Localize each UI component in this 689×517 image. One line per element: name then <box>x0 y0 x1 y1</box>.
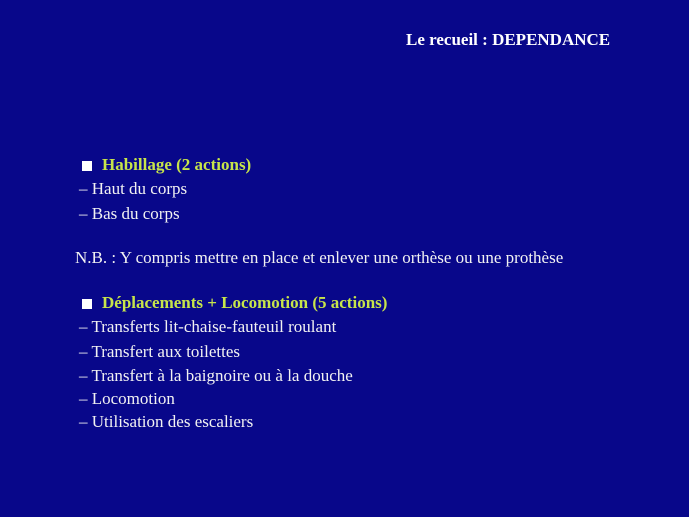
section-heading-label: Habillage (2 actions) <box>102 155 252 174</box>
list-item-locomotion: – Locomotion <box>79 389 175 408</box>
list-item-toilettes: – Transfert aux toilettes <box>79 342 241 361</box>
square-bullet-icon <box>82 161 92 171</box>
list-item-escaliers: – Utilisation des escaliers <box>79 412 254 431</box>
section-heading-label: Déplacements + Locomotion (5 actions) <box>102 293 388 312</box>
square-bullet-icon <box>82 299 92 309</box>
list-item-baignoire: – Transfert à la baignoire ou à la douche <box>79 366 353 385</box>
section-heading-habillage <box>82 154 251 176</box>
section-heading-deplacements <box>82 292 387 314</box>
note-text: N.B. : Y compris mettre en place et enlever une orthèse ou une prothèse <box>75 248 564 267</box>
list-item-bas-du-corps: – Bas du corps <box>79 204 180 223</box>
list-item-haut-du-corps: – Haut du corps <box>79 179 188 198</box>
list-item-transferts: – Transferts lit-chaise-fauteuil roulant <box>79 317 337 336</box>
slide-title: Le recueil : DEPENDANCE <box>406 30 611 49</box>
